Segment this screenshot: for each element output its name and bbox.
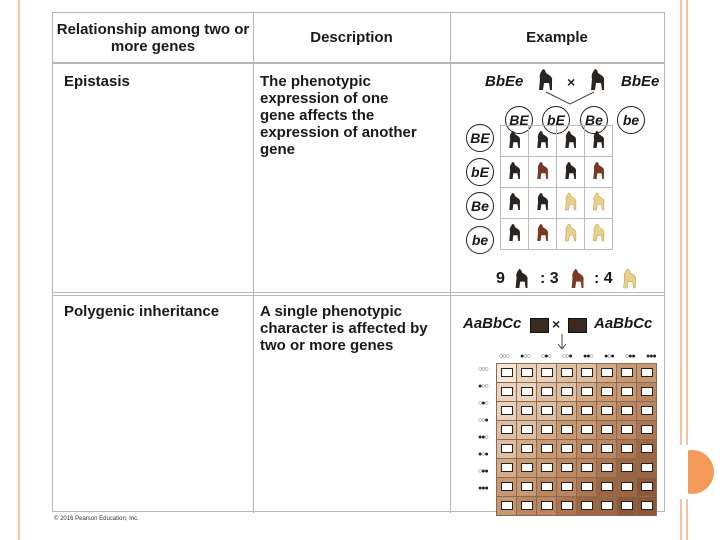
polygenic-cell [637, 364, 657, 383]
polygenic-cell [537, 402, 557, 421]
yellow-dog-icon [590, 190, 608, 212]
gamete-left-BE: BE [466, 124, 494, 152]
chip-icon [621, 387, 633, 396]
punnett-cell [501, 188, 529, 219]
black-dog-icon [534, 128, 552, 150]
chip-icon [541, 368, 553, 377]
yellow-dog-icon [590, 221, 608, 243]
chip-icon [541, 425, 553, 434]
brown-dog-icon [590, 159, 608, 181]
gamete-dots-top: ○○○ [499, 353, 509, 360]
polygenic-cell [497, 364, 517, 383]
chip-icon [521, 425, 533, 434]
gamete-top-bE: bE [542, 106, 570, 134]
gamete-dots-top: ○●○ [541, 353, 551, 360]
slide-border-left [18, 0, 20, 540]
punnett-cell [501, 219, 529, 250]
punnett-cell [557, 219, 585, 250]
polygenic-cell [577, 497, 597, 516]
polygenic-cell [597, 402, 617, 421]
polygenic-cell [617, 364, 637, 383]
chip-icon [601, 406, 613, 415]
gamete-dots-top: ○●● [625, 353, 635, 360]
chip-icon [601, 463, 613, 472]
gamete-dots-top: ●○○ [520, 353, 530, 360]
chip-icon [581, 368, 593, 377]
chip-icon [581, 425, 593, 434]
chip-icon [641, 425, 653, 434]
chip-icon [541, 406, 553, 415]
polygenic-cell [577, 364, 597, 383]
punnett-cell [529, 188, 557, 219]
punnett-cell [501, 126, 529, 157]
punnett-cell [529, 219, 557, 250]
polygenic-cell [637, 478, 657, 497]
black-dog-icon [590, 128, 608, 150]
row1-relationship: Epistasis [64, 73, 130, 90]
polygenic-cell [617, 440, 637, 459]
polygenic-cell [557, 402, 577, 421]
gamete-dots-left: ○●○ [478, 400, 488, 407]
polygenic-cell [497, 497, 517, 516]
chip-icon [521, 463, 533, 472]
polygenic-cross-symbol: × [552, 316, 561, 332]
yellow-dog-icon [562, 221, 580, 243]
chip-icon [501, 463, 513, 472]
black-dog-icon [562, 128, 580, 150]
gamete-dots-top: ●●○ [583, 353, 593, 360]
chip-icon [601, 387, 613, 396]
chip-icon [501, 444, 513, 453]
gamete-dots-left: ○○○ [478, 366, 488, 373]
polygenic-cell [577, 421, 597, 440]
polygenic-cell [597, 364, 617, 383]
header-relationship: Relationship among two or more genes [53, 13, 253, 63]
chip-icon [561, 463, 573, 472]
polygenic-cell [557, 440, 577, 459]
chip-icon [541, 387, 553, 396]
polygenic-parent-left: AaBbCc [463, 315, 522, 332]
polygenic-cell [517, 383, 537, 402]
gamete-dots-left: ●○○ [478, 383, 488, 390]
polygenic-cell [517, 497, 537, 516]
polygenic-cell [537, 364, 557, 383]
chip-icon [621, 501, 633, 510]
ratio-dog-brown-icon [568, 266, 588, 290]
polygenic-cell [617, 421, 637, 440]
polygenic-cell [517, 440, 537, 459]
polygenic-cell [597, 383, 617, 402]
chip-icon [641, 482, 653, 491]
gamete-left-be: be [466, 226, 494, 254]
chip-icon [581, 463, 593, 472]
polygenic-cell [497, 402, 517, 421]
polygenic-cell [517, 478, 537, 497]
polygenic-cell [597, 459, 617, 478]
gamete-dots-left: ○●● [478, 468, 488, 475]
polygenic-cell [537, 383, 557, 402]
polygenic-cell [637, 497, 657, 516]
brown-dog-icon [534, 221, 552, 243]
parent-chip-icon-left [530, 318, 549, 333]
chip-icon [621, 463, 633, 472]
polygenic-cell [537, 497, 557, 516]
black-dog-icon [506, 159, 524, 181]
gamete-dots-top: ●●● [646, 353, 656, 360]
ratio-dog-yellow-icon [620, 266, 640, 290]
chip-icon [581, 406, 593, 415]
polygenic-cell [597, 478, 617, 497]
gamete-dots-left: ●○● [478, 451, 488, 458]
chip-icon [521, 482, 533, 491]
punnett-cell [557, 126, 585, 157]
black-dog-icon [506, 128, 524, 150]
gamete-top-BE: BE [505, 106, 533, 134]
polygenic-cell [637, 440, 657, 459]
epistasis-cross-symbol: × [567, 74, 576, 90]
chip-icon [641, 387, 653, 396]
header-description: Description [253, 13, 450, 63]
chip-icon [561, 482, 573, 491]
row2-description: A single phenotypic character is affected by two or more genes [260, 303, 428, 354]
polygenic-cell [557, 383, 577, 402]
ratio-dog-black-icon [512, 266, 532, 290]
polygenic-cell [577, 383, 597, 402]
parent-chip-icon-right [568, 318, 587, 333]
polygenic-cell [557, 421, 577, 440]
chip-icon [641, 406, 653, 415]
chip-icon [601, 368, 613, 377]
chip-icon [621, 368, 633, 377]
polygenic-cell [617, 402, 637, 421]
chip-icon [641, 463, 653, 472]
polygenic-cell [637, 421, 657, 440]
epistasis-parent-right: BbEe [621, 73, 660, 90]
gamete-dots-left: ○○● [478, 417, 488, 424]
gamete-dots-top: ●○● [604, 353, 614, 360]
chip-icon [641, 368, 653, 377]
polygenic-cell [557, 478, 577, 497]
polygenic-cell [597, 421, 617, 440]
polygenic-cell [617, 459, 637, 478]
polygenic-cell [497, 440, 517, 459]
punnett-cell [501, 157, 529, 188]
polygenic-cell [497, 383, 517, 402]
brown-dog-icon [534, 159, 552, 181]
polygenic-parent-right: AaBbCc [594, 315, 653, 332]
polygenic-cell [497, 478, 517, 497]
polygenic-cell [517, 402, 537, 421]
polygenic-cell [577, 459, 597, 478]
chip-icon [521, 368, 533, 377]
chip-icon [561, 387, 573, 396]
chip-icon [601, 482, 613, 491]
chip-icon [621, 444, 633, 453]
punnett-cell [585, 126, 613, 157]
chip-icon [501, 425, 513, 434]
punnett-cell [585, 219, 613, 250]
polygenic-cell [597, 497, 617, 516]
polygenic-cell [637, 459, 657, 478]
gamete-dots-top: ○○● [562, 353, 572, 360]
chip-icon [501, 406, 513, 415]
chip-icon [621, 406, 633, 415]
gamete-left-bE: bE [466, 158, 494, 186]
polygenic-cell [517, 421, 537, 440]
row1-description: The phenotypic expression of one gene affects the expression of another gene [260, 73, 417, 158]
row2-relationship: Polygenic inheritance [64, 303, 220, 320]
polygenic-cell [617, 383, 637, 402]
punnett-cell [557, 157, 585, 188]
polygenic-cell [537, 421, 557, 440]
punnett-cell [557, 188, 585, 219]
chip-icon [561, 406, 573, 415]
gamete-left-Be: Be [466, 192, 494, 220]
polygenic-cell [557, 364, 577, 383]
chip-icon [601, 425, 613, 434]
ratio-yellow: : 4 [594, 270, 613, 287]
chip-icon [501, 501, 513, 510]
punnett-cell [585, 188, 613, 219]
chip-icon [561, 425, 573, 434]
punnett-cell [529, 126, 557, 157]
polygenic-cell [617, 497, 637, 516]
chip-icon [541, 501, 553, 510]
parent-dog-icon-right [587, 67, 609, 91]
epistasis-parent-left: BbEe [485, 73, 524, 90]
chip-icon [521, 501, 533, 510]
chip-icon [581, 444, 593, 453]
polygenic-cell [537, 440, 557, 459]
gamete-top-Be: Be [580, 106, 608, 134]
polygenic-cell [557, 459, 577, 478]
chip-icon [501, 368, 513, 377]
polygenic-cell [637, 402, 657, 421]
polygenic-cell [517, 459, 537, 478]
chip-icon [501, 482, 513, 491]
chip-icon [521, 406, 533, 415]
black-dog-icon [534, 190, 552, 212]
chip-icon [561, 501, 573, 510]
polygenic-cell [637, 383, 657, 402]
punnett-cell [585, 157, 613, 188]
polygenic-cell [537, 478, 557, 497]
punnett-square-epistasis [500, 125, 613, 250]
chip-icon [621, 425, 633, 434]
punnett-square-polygenic [496, 363, 657, 516]
polygenic-cell [517, 364, 537, 383]
chip-icon [581, 387, 593, 396]
parent-dog-icon-left [535, 67, 557, 91]
chip-icon [581, 501, 593, 510]
chip-icon [581, 482, 593, 491]
punnett-cell [529, 157, 557, 188]
header-example: Example [450, 13, 664, 63]
polygenic-cell [557, 497, 577, 516]
black-dog-icon [506, 190, 524, 212]
polygenic-cell [577, 440, 597, 459]
gamete-dots-left: ●●● [478, 485, 488, 492]
chip-icon [521, 387, 533, 396]
chip-icon [541, 444, 553, 453]
chip-icon [521, 444, 533, 453]
chip-icon [621, 482, 633, 491]
polygenic-cell [577, 402, 597, 421]
gamete-top-be: be [617, 106, 645, 134]
chip-icon [601, 501, 613, 510]
polygenic-cell [497, 421, 517, 440]
yellow-dog-icon [562, 190, 580, 212]
polygenic-cell [497, 459, 517, 478]
chip-icon [601, 444, 613, 453]
polygenic-cell [537, 459, 557, 478]
black-dog-icon [506, 221, 524, 243]
chip-icon [541, 463, 553, 472]
chip-icon [561, 368, 573, 377]
black-dog-icon [562, 159, 580, 181]
chip-icon [561, 444, 573, 453]
polygenic-cell [617, 478, 637, 497]
copyright-footer: © 2016 Pearson Education, Inc. [54, 516, 139, 522]
polygenic-cell [597, 440, 617, 459]
chip-icon [641, 444, 653, 453]
chip-icon [501, 387, 513, 396]
chip-icon [641, 501, 653, 510]
gamete-dots-left: ●●○ [478, 434, 488, 441]
polygenic-cell [577, 478, 597, 497]
ratio-black: 9 [496, 270, 505, 287]
chip-icon [541, 482, 553, 491]
ratio-brown: : 3 [540, 270, 559, 287]
